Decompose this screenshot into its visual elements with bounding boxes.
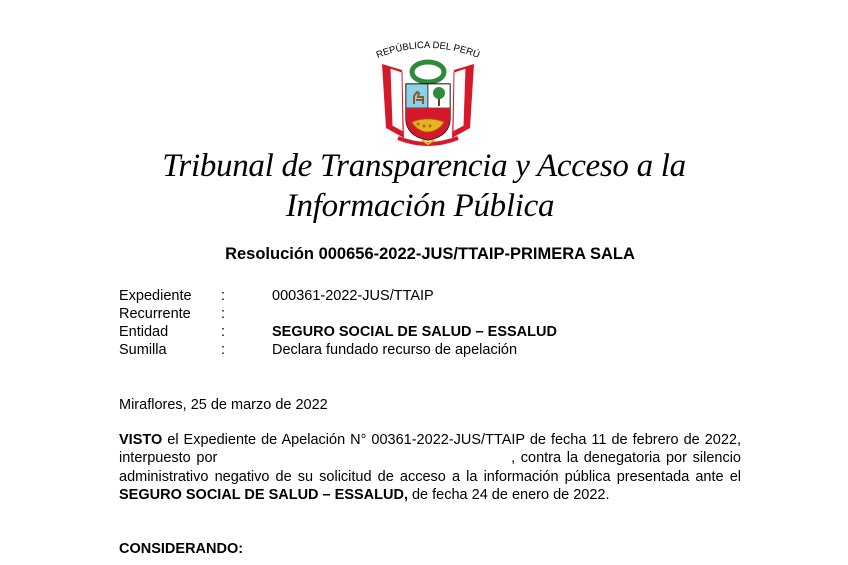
meta-row-recurrente (119, 305, 759, 323)
visto-paragraph (119, 431, 741, 504)
coat-of-arms-seal (368, 40, 488, 148)
meta-value: SEGURO SOCIAL DE SALUD – ESSALUD (272, 324, 557, 340)
institution-title-line-2: Información Pública (285, 188, 555, 224)
seal-caption: REPÚBLICA DEL PERÚ (374, 40, 482, 61)
meta-colon: : (221, 342, 226, 358)
place-and-date: Miraflores, 25 de marzo de 2022 (119, 397, 328, 413)
meta-label: Expediente (119, 288, 192, 304)
meta-value: 000361-2022-JUS/TTAIP (272, 288, 434, 304)
meta-row-sumilla (119, 341, 759, 359)
meta-colon: : (221, 324, 226, 340)
considerando-heading: CONSIDERANDO: (119, 541, 244, 557)
visto-entity: SEGURO SOCIAL DE SALUD – ESSALUD, (119, 486, 408, 503)
visto-text-1: el Expediente de Apelación N° 00361-2022-JUS/TTAIP de fecha 11 de febrero de 2022, interpuesto por (119, 432, 741, 467)
meta-colon: : (221, 288, 226, 304)
resolution-number: Resolución 000656-2022-JUS/TTAIP-PRIMERA SALA (225, 245, 635, 263)
svg-text:REPÚBLICA DEL PERÚ (375, 40, 481, 61)
visto-text-3: de fecha 24 de enero de 2022. (407, 486, 610, 503)
meta-colon: : (221, 306, 226, 322)
meta-label: Sumilla (119, 342, 167, 358)
institution-title-line-1: Tribunal de Transparencia y Acceso a la (162, 148, 686, 184)
meta-value: Declara fundado recurso de apelación (272, 342, 518, 358)
meta-label: Recurrente (119, 306, 191, 322)
meta-label: Entidad (119, 324, 169, 340)
visto-lead: VISTO (119, 432, 163, 448)
visto-text-2: , contra la denegatoria por silencio administrativo negativo de su solicitud de acceso a la información pública presentada ante el (119, 450, 741, 485)
meta-row-entidad (119, 323, 759, 341)
meta-row-expediente (119, 287, 759, 305)
